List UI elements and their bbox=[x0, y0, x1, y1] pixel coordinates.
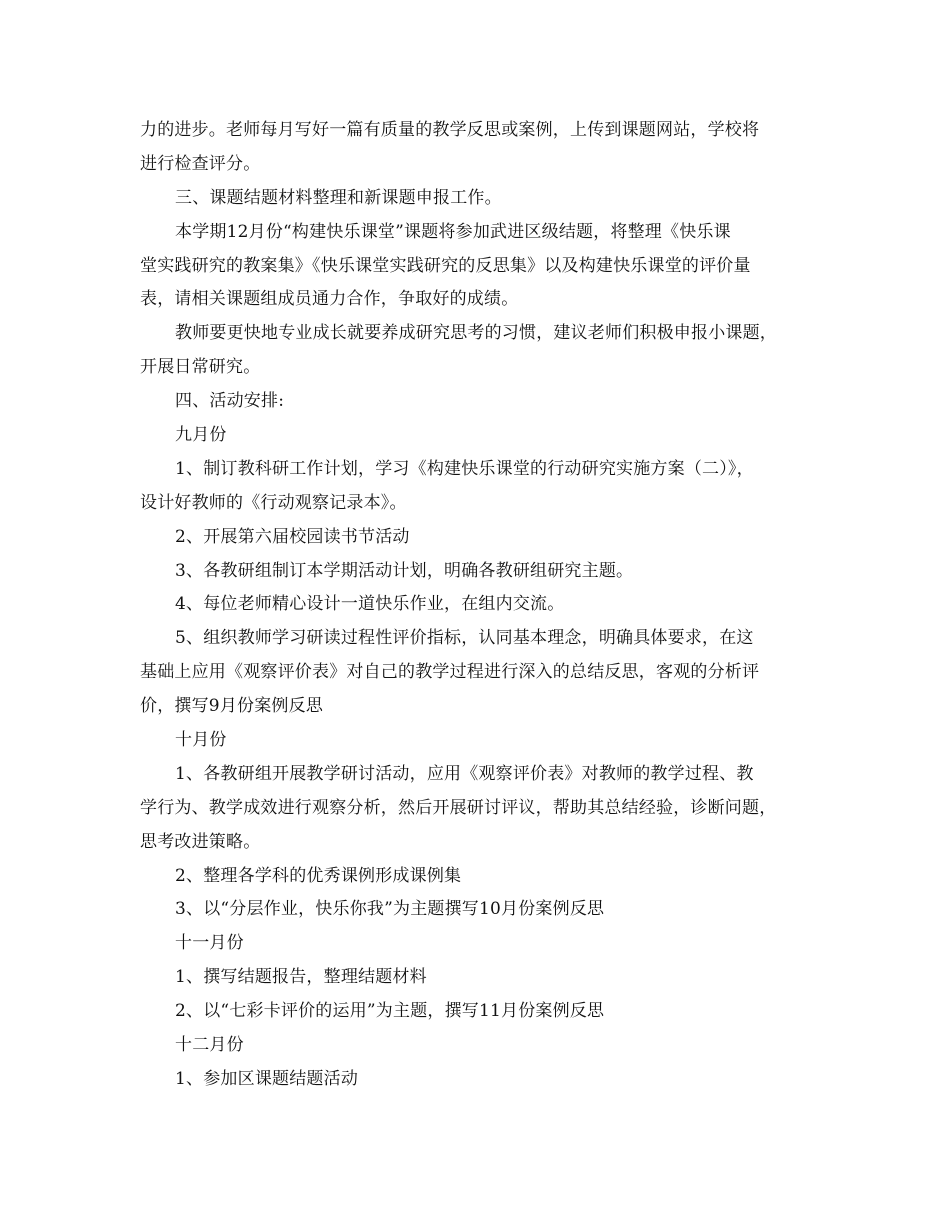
text-line: 价，撰写9月份案例反思 bbox=[140, 696, 324, 717]
text-line: 堂实践研究的教案集》《快乐课堂实践研究的反思集》以及构建快乐课堂的评价量 bbox=[140, 255, 751, 276]
text-line: 2、以“七彩卡评价的运用”为主题，撰写11月份案例反思 bbox=[175, 1001, 605, 1022]
text-line: 学行为、教学成效进行观察分析，然后开展研讨评议，帮助其总结经验，诊断问题， bbox=[140, 797, 777, 818]
text-line: 十一月份 bbox=[175, 933, 244, 954]
text-line: 开展日常研究。 bbox=[140, 357, 261, 378]
text-line: 1、参加区课题结题活动 bbox=[175, 1068, 359, 1089]
text-line: 表，请相关课题组成员通力合作，争取好的成绩。 bbox=[140, 289, 519, 310]
text-line: 本学期12月份“构建快乐课堂”课题将参加武进区级结题，将整理《快乐课 bbox=[175, 221, 731, 242]
document-page bbox=[140, 114, 820, 1097]
text-line: 3、以“分层作业，快乐你我”为主题撰写10月份案例反思 bbox=[175, 899, 605, 920]
text-line: 2、整理各学科的优秀课例形成课例集 bbox=[175, 865, 462, 886]
text-line: 十月份 bbox=[175, 730, 227, 751]
text-line: 十二月份 bbox=[175, 1035, 244, 1056]
text-line: 5、组织教师学习研读过程性评价指标，认同基本理念，明确具体要求，在这 bbox=[175, 628, 754, 649]
text-line: 力的进步。老师每月写好一篇有质量的教学反思或案例，上传到课题网站，学校将 bbox=[140, 120, 760, 140]
text-line: 1、制订教科研工作计划，学习《构建快乐课堂的行动研究实施方案（二）》， bbox=[175, 458, 754, 479]
text-line: 1、撰写结题报告，整理结题材料 bbox=[175, 967, 427, 988]
text-line: 3、各教研组制订本学期活动计划，明确各教研组研究主题。 bbox=[175, 560, 634, 581]
text-line: 设计好教师的《行动观察记录本》。 bbox=[140, 492, 407, 513]
text-line: 1、各教研组开展教学研讨活动，应用《观察评价表》对教师的教学过程、教 bbox=[175, 763, 754, 784]
text-line: 进行检查评分。 bbox=[140, 153, 261, 174]
text-line: 教师要更快地专业成长就要养成研究思考的习惯，建议老师们积极申报小课题， bbox=[175, 323, 777, 344]
text-line: 思考改进策略。 bbox=[140, 831, 261, 852]
text-line: 基础上应用《观察评价表》对自己的教学过程进行深入的总结反思，客观的分析评 bbox=[140, 662, 760, 683]
text-line: 三、课题结题材料整理和新课题申报工作。 bbox=[175, 187, 502, 208]
text-line: 2、开展第六届校园读书节活动 bbox=[175, 526, 410, 547]
text-line: 4、每位老师精心设计一道快乐作业，在组内交流。 bbox=[175, 594, 565, 615]
text-line: 九月份 bbox=[175, 425, 227, 446]
text-line: 四、活动安排: bbox=[175, 391, 285, 412]
